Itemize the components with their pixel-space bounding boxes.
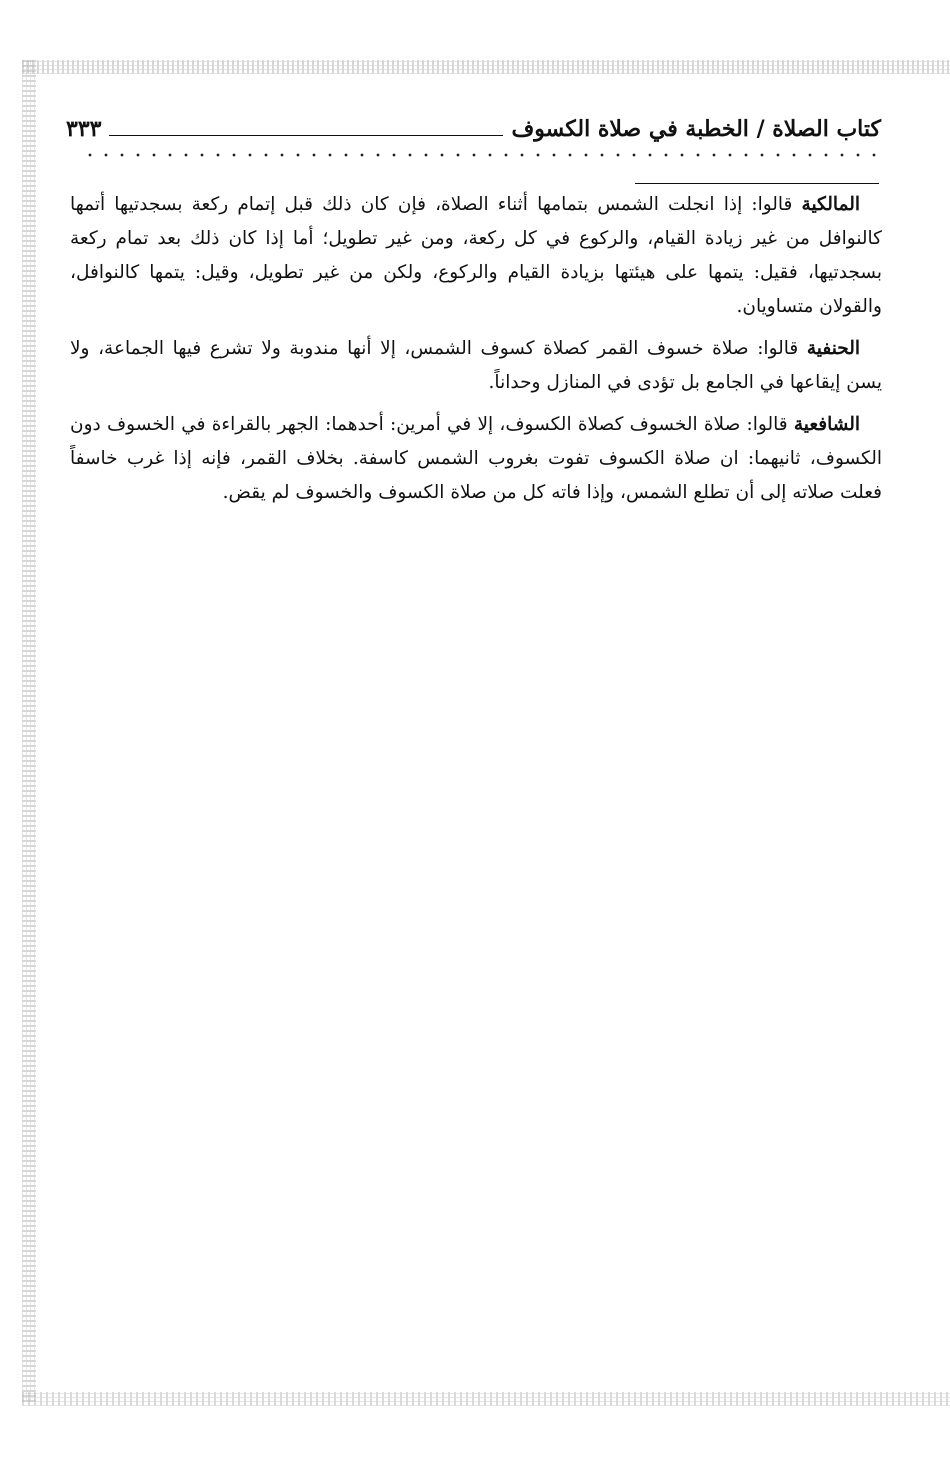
footnote-body [70, 188, 882, 518]
decorative-border-left [22, 60, 36, 1402]
paragraph-text: قالوا: صلاة خسوف القمر كصلاة كسوف الشمس، إلا أنها مندوبة ولا تشرع فيها الجماعة، ولا يسن إيقاعها في الجامع بل تؤدى في المنازل وحداناً. [70, 338, 882, 393]
paragraph-text: قالوا: إذا انجلت الشمس بتمامها أثناء الصلاة، فإن كان ذلك قبل إتمام ركعة بسجدتيها أتمها كالنوافل من غير زيادة القيام، والركوع في كل ركعة، ومن غير تطويل؛ أما إذا كان ذلك بعد تمام ركعة بسجدتيها، فقيل: يتمها على هيئتها بزيادة القيام والركوع، ولكن من غير تطويل، وقيل: يتمها كالنوافل، والقولان متساويان. [70, 194, 882, 317]
page-number: ٣٣٣ [66, 116, 102, 142]
running-header [66, 112, 881, 144]
paragraph-maliki [70, 188, 882, 324]
dotted-separator [82, 150, 880, 160]
decorative-border-top [22, 60, 950, 74]
paragraph-hanafi [70, 332, 882, 400]
school-name: المالكية [801, 194, 860, 215]
header-rule [109, 135, 503, 136]
decorative-border-bottom [22, 1392, 950, 1406]
school-name: الشافعية [793, 414, 860, 435]
header-title: كتاب الصلاة / الخطبة في صلاة الكسوف [511, 116, 881, 142]
paragraph-text: قالوا: صلاة الخسوف كصلاة الكسوف، إلا في أمرين: أحدهما: الجهر بالقراءة في الخسوف دون الكسوف، ثانيهما: ان صلاة الكسوف تفوت بغروب الشمس كاسفة. بخلاف القمر، فإنه إذا غرب خاسفاً فعلت صلاته إلى أن تطلع الشمس، وإذا فاته كل من صلاة الكسوف والخسوف لم يقض. [70, 414, 882, 503]
paragraph-shafii [70, 408, 882, 510]
footnote-rule [635, 183, 879, 184]
school-name: الحنفية [806, 338, 860, 359]
